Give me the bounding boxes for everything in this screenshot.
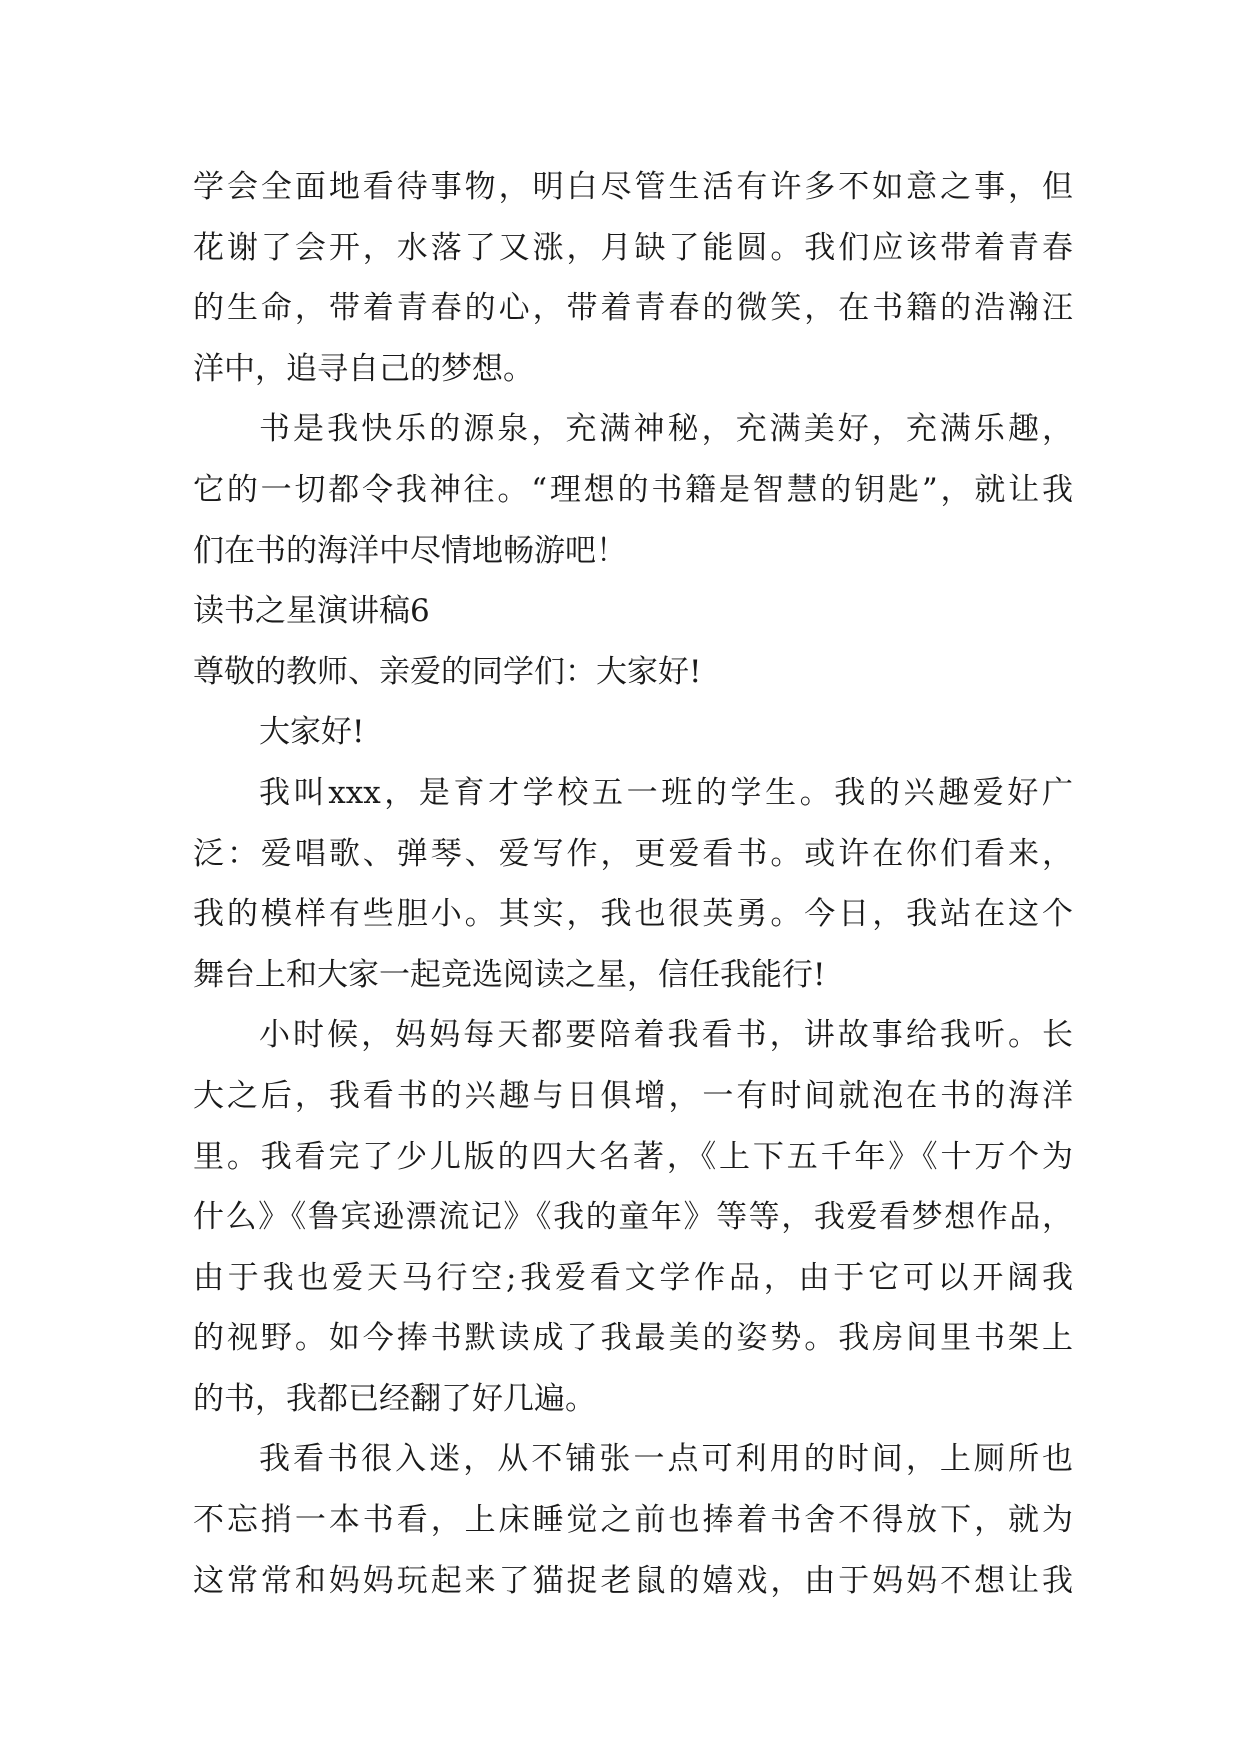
text-line: 的生命，带着青春的心，带着青春的微笑，在书籍的浩瀚汪 [193,290,1073,327]
text-line: 我的模样有些胆小。其实，我也很英勇。今日，我站在这个 [193,896,1073,933]
text-line: 学会全面地看待事物，明白尽管生活有许多不如意之事，但 [193,169,1073,205]
section-heading: 读书之星演讲稿6 [193,593,430,630]
paragraph-first-line: 我看书很入迷，从不铺张一点可利用的时间，上厕所也 [259,1441,1073,1478]
text-line: 洋中，追寻自己的梦想。 [193,350,534,387]
text-line: 这常常和妈妈玩起来了猫捉老鼠的嬉戏，由于妈妈不想让我 [193,1562,1073,1599]
text-line: 舞台上和大家一起竞选阅读之星，信任我能行! [193,956,826,993]
salutation: 尊敬的教师、亲爱的同学们：大家好! [193,653,702,690]
text-line: 花谢了会开，水落了又涨，月缺了能圆。我们应该带着青春 [193,229,1073,266]
text-line: 的视野。如今捧书默读成了我最美的姿势。我房间里书架上 [193,1320,1073,1357]
text-line: 它的一切都令我神往。“理想的书籍是智慧的钥匙”，就让我 [193,471,1073,508]
text-line: 大之后，我看书的兴趣与日俱增，一有时间就泡在书的海洋 [193,1077,1073,1114]
document-body [193,157,1073,1611]
text-line: 们在书的海洋中尽情地畅游吧！ [193,532,627,569]
paragraph-first-line: 我叫xxx，是育才学校五一班的学生。我的兴趣爱好广 [259,774,1073,811]
text-line: 里。我看完了少儿版的四大名著，《上下五千年》《十万个为 [193,1138,1073,1175]
paragraph-first-line: 小时候，妈妈每天都要陪着我看书，讲故事给我听。长 [259,1017,1073,1054]
paragraph-first-line: 书是我快乐的源泉，充满神秘，充满美好，充满乐趣， [259,411,1073,448]
greeting: 大家好! [259,714,365,751]
text-line: 泛：爱唱歌、弹琴、爱写作，更爱看书。或许在你们看来， [193,835,1073,872]
text-line: 的书，我都已经翻了好几遍。 [193,1380,596,1417]
text-line: 什么》《鲁宾逊漂流记》《我的童年》等等，我爱看梦想作品， [193,1199,1073,1236]
text-line: 不忘捎一本书看，上床睡觉之前也捧着书舍不得放下，就为 [193,1502,1073,1539]
text-line: 由于我也爱天马行空;我爱看文学作品，由于它可以开阔我 [193,1259,1073,1296]
